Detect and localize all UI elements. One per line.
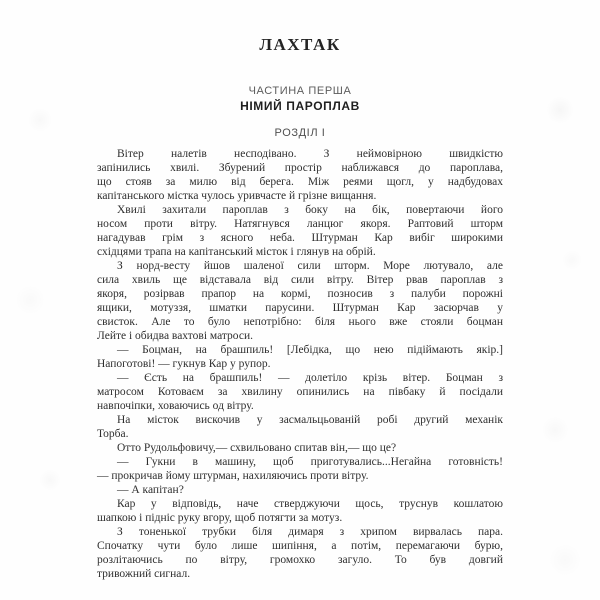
paragraph xyxy=(97,413,503,441)
text-line: навпочіпки, ховаючись од вітру. xyxy=(97,400,254,412)
paragraph xyxy=(97,147,503,203)
text-line: З норд-весту йшов шаленої сили шторм. Море лютувало, але xyxy=(117,260,503,272)
text-line: розлітаючись по вітру, громохко загуло. То був довгий xyxy=(97,554,503,566)
text-line: — Гукни в машину, щоб приготувались...Негайна готовність! xyxy=(117,456,503,468)
chapter-label: РОЗДІЛ І xyxy=(274,127,326,139)
text-line: що стояв за милю від берега. Між реями щогл, у надбудовах xyxy=(97,176,503,188)
text-line: матросом Котоваєм за хвилину опинились на півбаку й посідали xyxy=(97,386,503,398)
text-line: Вітер налетів несподівано. З неймовірною швидкістю xyxy=(117,148,503,160)
text-line: тривожний сигнал. xyxy=(97,568,191,580)
paragraph xyxy=(97,441,503,455)
text-line: сила хвиль ще відставала від сили вітру. Вітер рвав пароплав з xyxy=(97,274,503,286)
text-line: — Боцман, на брашпиль! [Лебідка, що нею підіймають якір.] xyxy=(117,344,503,356)
text-line: шапкою і підніс руку вгору, щоб потягти за мотуз. xyxy=(97,512,343,524)
text-line: якоря, розірвав прапор на кормі, позносив з палуби порожні xyxy=(97,288,503,300)
text-line: нагадував грім з ясного неба. Штурман Кар вибіг широкими xyxy=(97,232,503,244)
text-line: — прокричав йому штурман, нахиляючись проти вітру. xyxy=(97,470,369,482)
text-line: Хвилі захитали пароплав з боку на бік, повертаючи його xyxy=(117,204,503,216)
paragraph xyxy=(97,259,503,343)
text-line: Торба. xyxy=(97,428,129,440)
text-line: запінились хвилі. Збурений простір наближався до пароплава, xyxy=(97,162,503,174)
text-line: — А капітан? xyxy=(117,484,184,496)
body-text xyxy=(97,147,503,581)
paragraph xyxy=(97,483,503,497)
text-line: Лейте і обидва вахтові матроси. xyxy=(97,330,253,342)
paragraph xyxy=(97,525,503,581)
book-title: ЛАХТАК xyxy=(259,35,341,54)
text-line: З тоненької трубки біля димаря з хрипом вирвалась пара. xyxy=(117,526,503,538)
paragraph xyxy=(97,203,503,259)
text-line: Кар у відповідь, наче стверджуючи щось, труснув кошлатою xyxy=(117,498,503,510)
paragraph xyxy=(97,497,503,525)
paragraph xyxy=(97,455,503,483)
text-line: — Єсть на брашпиль! — долетіло крізь вітер. Боцман з xyxy=(117,372,503,384)
text-line: ящики, мотуззя, шматки парусини. Штурман Кар засюрчав у xyxy=(97,302,503,314)
part-label: ЧАСТИНА ПЕРША xyxy=(248,85,352,97)
text-line: Напоготові! — гукнув Кар у рупор. xyxy=(97,358,271,370)
paragraph xyxy=(97,371,503,413)
text-line: свисток. Але то було непотрібно: біля нього вже стояли боцман xyxy=(97,316,503,328)
text-line: капітанського містка чулось уривчасте й грізне вищання. xyxy=(97,190,377,202)
text-line: Спочатку чути було лише шипіння, а потім, перемагаючи бурю, xyxy=(97,540,503,552)
paragraph xyxy=(97,343,503,371)
text-line: На місток вискочив у засмальцьованій робі другий механік xyxy=(117,414,503,426)
part-title: НІМИЙ ПАРОПЛАВ xyxy=(240,99,360,113)
text-line: Отто Рудольфовичу,— схвильовано спитав він,— що це? xyxy=(117,442,397,454)
text-line: східцями трапа на капітанський місток і глянув на обрій. xyxy=(97,246,376,258)
text-line: носом проти вітру. Натягнувся ланцюг якоря. Раптовий шторм xyxy=(97,218,503,230)
